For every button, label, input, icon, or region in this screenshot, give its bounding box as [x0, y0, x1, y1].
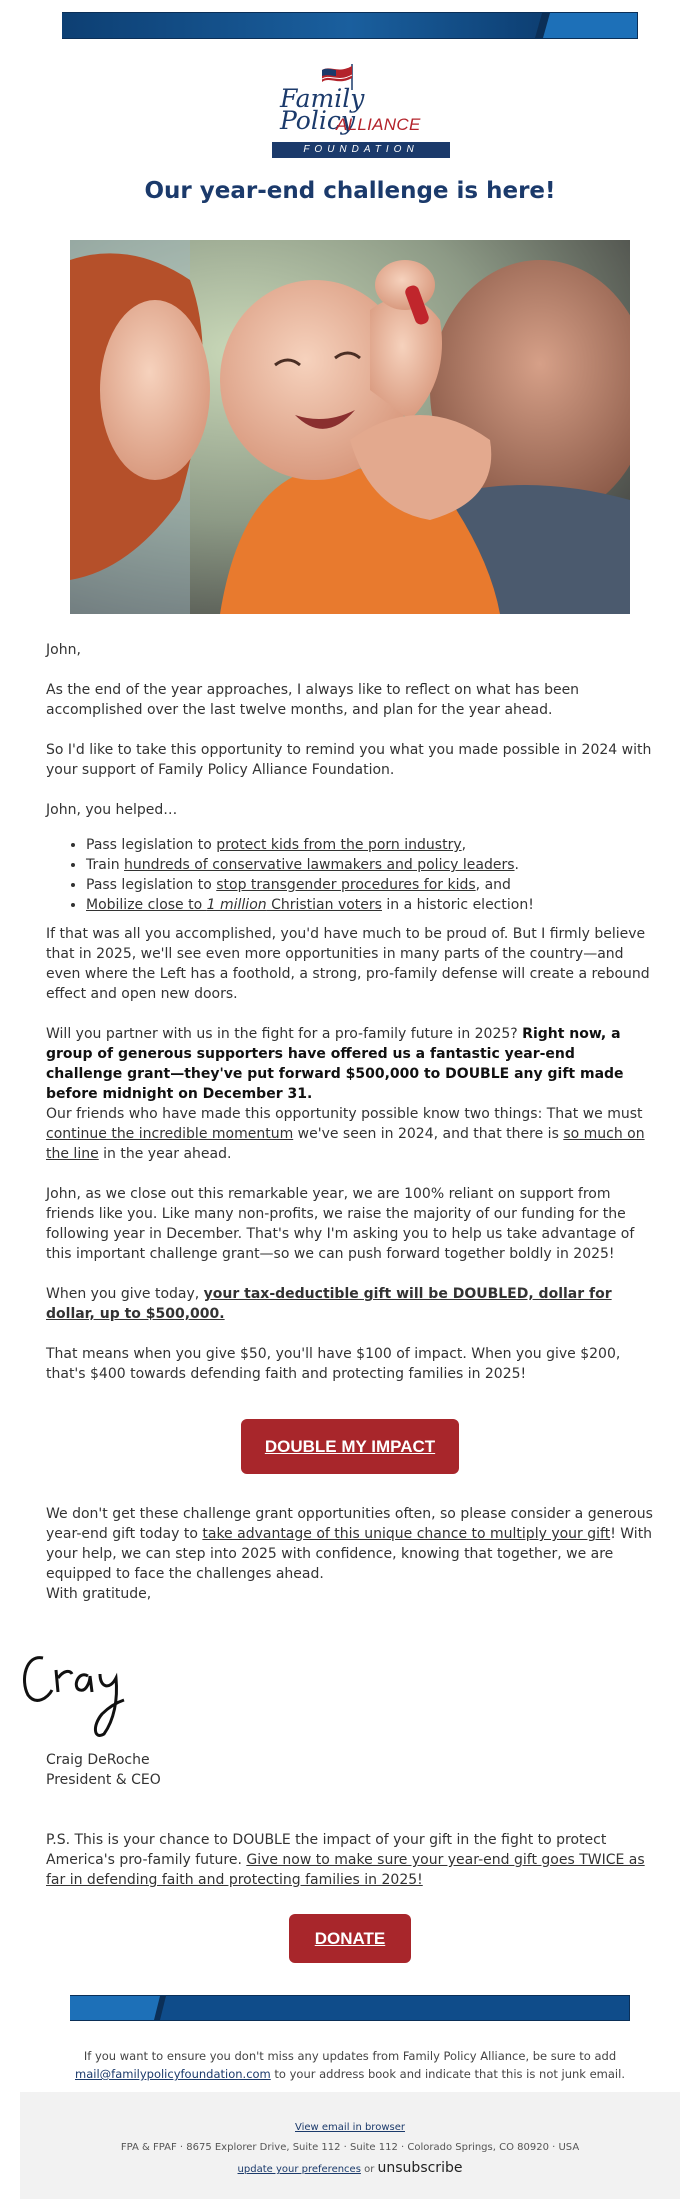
- logo-word-policy: Policy: [280, 106, 355, 135]
- greeting: [46, 640, 656, 660]
- greeting-text: John,: [46, 642, 81, 658]
- paragraph-reliant-text: John, as we close out this remarkable year, we are 100% reliant on support from friends like you. Like many non-profits, we raise the majority of our funding for the following year in December. That's why I'm asking you to help us take advantage of this important challenge grant—so we can push forward together boldly in 2025!: [46, 1186, 635, 1262]
- mobilize-voters-link[interactable]: Mobilize close to 1 million Christian voters: [86, 897, 382, 913]
- paragraph-proud: [46, 924, 656, 1004]
- paragraph-impact-math-text: That means when you give $50, you'll have $100 of impact. When you give $200, that's $400 towards defending faith and protecting families in 2025!: [46, 1346, 621, 1382]
- train-lawmakers-link[interactable]: hundreds of conservative lawmakers and policy leaders: [124, 857, 515, 873]
- give-now-link[interactable]: Give now to make sure your year-end gift goes TWICE as far in defending faith and protecting families in 2025!: [46, 1852, 645, 1888]
- unsubscribe-link[interactable]: unsubscribe: [377, 2160, 463, 2176]
- double-my-impact-button[interactable]: DOUBLE MY IMPACT: [241, 1419, 459, 1474]
- paragraph-reflect-text: As the end of the year approaches, I always like to reflect on what has been accomplished over the last twelve months, and plan for the year ahead.: [46, 682, 580, 718]
- list-item: • Train hundreds of conservative lawmakers and policy leaders.: [86, 855, 666, 875]
- family-policy-alliance-logo: [272, 60, 452, 163]
- list-item: • Mobilize close to 1 million Christian voters in a historic election!: [86, 895, 666, 915]
- momentum-link[interactable]: continue the incredible momentum: [46, 1126, 294, 1142]
- paragraph-you-helped-text: John, you helped…: [46, 802, 178, 818]
- footer: View email in browser FPA & FPAF · 8675 Explorer Drive, Suite 112 · Suite 112 · Colorado Springs, CO 80920 · USA update your preferences or unsubscribe: [20, 2092, 680, 2199]
- footer-address-book-note: If you want to ensure you don't miss any updates from Family Policy Alliance, be sure to add mail@familypolicyfoundation.com to your address book and indicate that this is not junk email.: [75, 2049, 625, 2081]
- paragraph-partner: Will you partner with us in the fight for a pro-family future in 2025? Right now, a group of generous supporters have offered us a fantastic year-end challenge grant—they've put forward $500,000 to DOUBLE any gift made before midnight on December 31.: [46, 1026, 624, 1102]
- donate-button[interactable]: DONATE: [289, 1914, 411, 1963]
- footer-address: FPA & FPAF · 8675 Explorer Drive, Suite 112 · Suite 112 · Colorado Springs, CO 80920 · USA: [120, 2142, 580, 2153]
- signer-name: Craig DeRoche: [46, 1752, 150, 1768]
- logo-foundation-band: FOUNDATION: [272, 142, 450, 158]
- paragraph-reflect: [46, 680, 656, 720]
- paragraph-reliant: [46, 1184, 656, 1264]
- signer-title: President & CEO: [46, 1772, 161, 1788]
- paragraph-remind: [46, 740, 656, 780]
- top-banner-bar: [62, 12, 638, 39]
- on-the-line-link[interactable]: so much on the line: [46, 1126, 645, 1162]
- postscript: P.S. This is your chance to DOUBLE the impact of your gift in the fight to protect America's pro-family future. Give now to make sure your year-end gift goes TWICE as far in defending faith and protecting families in 2025!: [46, 1832, 645, 1888]
- list-item: • Pass legislation to protect kids from the porn industry,: [86, 835, 666, 855]
- page-title: Our year-end challenge is here!: [144, 178, 556, 204]
- accomplishments-list: [66, 835, 666, 915]
- doubled-gift-link[interactable]: your tax-deductible gift will be DOUBLED, dollar for dollar, up to $500,000.: [46, 1286, 612, 1322]
- closing-text: With gratitude,: [46, 1586, 152, 1602]
- paragraph-opportunities: We don't get these challenge grant opportunities often, so please consider a generous year-end gift today to take advantage of this unique chance to multiply your gift! With your help, we can step into 2025 with confidence, knowing that together, we are equipped to face the challenges ahead.: [46, 1506, 653, 1582]
- paragraph-you-helped: [46, 800, 656, 820]
- footer-email-link[interactable]: mail@familypolicyfoundation.com: [75, 2067, 271, 2081]
- logo-word-alliance: ALLIANCE: [336, 115, 421, 134]
- list-item: • Pass legislation to stop transgender procedures for kids, and: [86, 875, 666, 895]
- protect-kids-link[interactable]: protect kids from the porn industry: [216, 837, 462, 853]
- paragraph-impact-math: [46, 1344, 656, 1384]
- paragraph-remind-text: So I'd like to take this opportunity to remind you what you made possible in 2024 with your support of Family Policy Alliance Foundation.: [46, 742, 652, 778]
- signature-image: [18, 1640, 138, 1740]
- bottom-banner-bar: [70, 1995, 630, 2021]
- update-preferences-link[interactable]: update your preferences: [237, 2164, 361, 2175]
- paragraph-friends: Our friends who have made this opportunity possible know two things: That we must continue the incredible momentum we've seen in 2024, and that there is so much on the line in the year ahead.: [46, 1106, 645, 1162]
- paragraph-proud-text: If that was all you accomplished, you'd have much to be proud of. But I firmly believe that in 2025, we'll see even more opportunities in many parts of the country—and even where the Left has a foothold, a strong, pro-family defense will create a rebound effect and open new doors.: [46, 926, 650, 1002]
- hero-family-photo: [70, 240, 630, 614]
- paragraph-give-today: When you give today, your tax-deductible gift will be DOUBLED, dollar for dollar, up to $500,000.: [46, 1286, 612, 1322]
- challenge-grant-bold: Right now, a group of generous supporters have offered us a fantastic year-end challenge grant—they've put forward $500,000 to DOUBLE any gift made before midnight on December 31.: [46, 1026, 624, 1102]
- multiply-gift-link[interactable]: take advantage of this unique chance to multiply your gift: [202, 1526, 611, 1542]
- stop-transgender-procedures-link[interactable]: stop transgender procedures for kids: [216, 877, 476, 893]
- closing: [46, 1584, 656, 1604]
- signer-block: [46, 1750, 656, 1790]
- view-in-browser-link[interactable]: View email in browser: [295, 2122, 405, 2133]
- logo-word-family: Family: [280, 84, 365, 113]
